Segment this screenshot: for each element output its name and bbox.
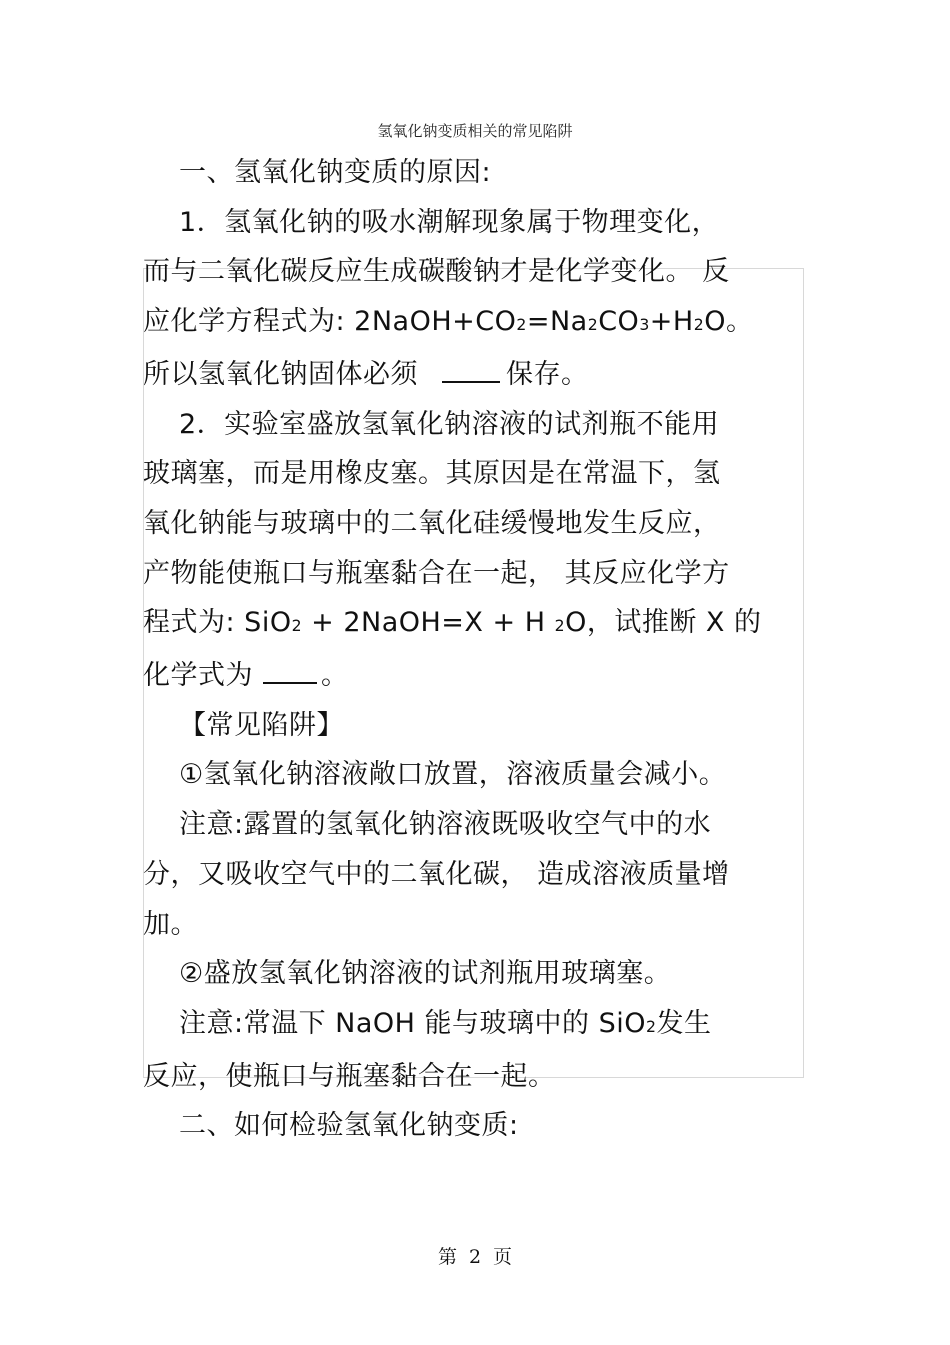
item2-line2: 玻璃塞，而是用橡皮塞。其原因是在常温下，氢 <box>143 458 721 490</box>
section-heading-2: 二、如何检验氢氧化钠变质: <box>179 1110 519 1142</box>
trap-2: ②盛放氢氧化钠溶液的试剂瓶用玻璃塞。 <box>179 958 672 990</box>
item1-line1: 1．氢氧化钠的吸水潮解现象属于物理变化， <box>179 206 720 238</box>
note-1-line3: 加。 <box>143 908 198 940</box>
page-number: 第 2 页 <box>437 1246 513 1268</box>
item2-equation-line: 程式为: SiO2 + 2NaOH=X + H 2O，试推断 X 的 <box>143 607 762 639</box>
item2-line1: 2．实验室盛放氢氧化钠溶液的试剂瓶不能用 <box>179 408 720 440</box>
traps-heading: 【常见陷阱】 <box>179 709 344 741</box>
section-heading-1: 一、氢氧化钠变质的原因: <box>179 157 492 188</box>
item2-line3: 氧化钠能与玻璃中的二氧化硅缓慢地发生反应， <box>143 507 721 539</box>
page-title: 氢氧化钠变质相关的常见陷阱 <box>377 122 573 140</box>
answer-blank-1 <box>442 357 500 383</box>
item1-equation-line: 应化学方程式为: 2NaOH+CO2=Na2CO3+H2O。 <box>143 306 754 338</box>
item2-line6: 化学式为 。 <box>143 651 808 701</box>
trap-1: ①氢氧化钠溶液敞口放置，溶液质量会减小。 <box>179 759 727 791</box>
note-2-line2: 反应，使瓶口与瓶塞黏合在一起。 <box>143 1060 556 1092</box>
item1-line2: 而与二氧化碳反应生成碳酸钠才是化学变化。 反 <box>143 256 730 288</box>
note-2-line1: 注意:常温下 NaOH 能与玻璃中的 SiO2发生 <box>179 1007 712 1039</box>
note-1-line2: 分，又吸收空气中的二氧化碳， 造成溶液质量增 <box>143 858 730 890</box>
document-body <box>143 148 808 1151</box>
item1-line4: 所以氢氧化钠固体必须 保存。 <box>143 350 808 400</box>
answer-blank-2 <box>263 658 317 684</box>
note-1-line1: 注意:露置的氢氧化钠溶液既吸收空气中的水 <box>179 809 712 841</box>
item2-line4: 产物能使瓶口与瓶塞黏合在一起， 其反应化学方 <box>143 557 730 589</box>
